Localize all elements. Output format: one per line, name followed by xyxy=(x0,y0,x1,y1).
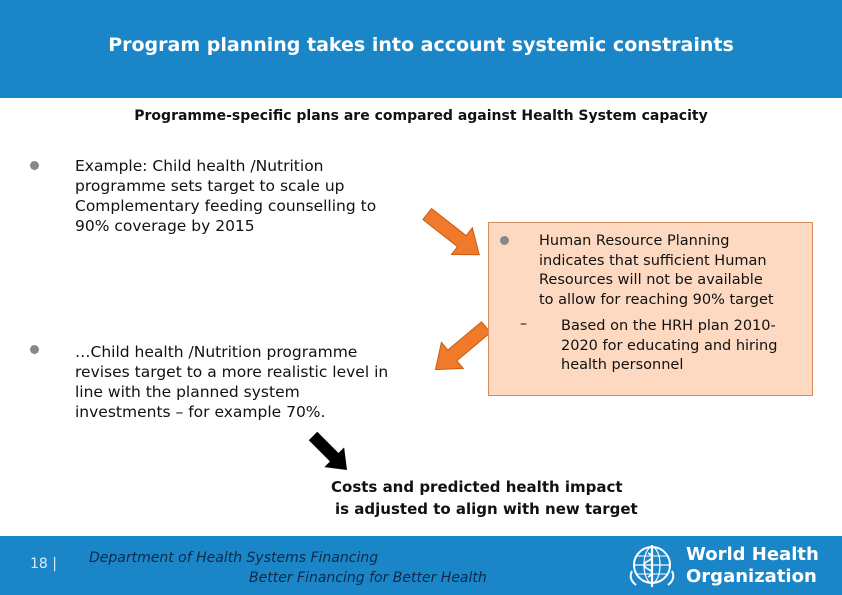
text-line: Costs and predicted health impact xyxy=(331,478,623,496)
page-number: 18 | xyxy=(30,556,57,572)
bullet-icon xyxy=(30,345,39,354)
department-name: Department of Health Systems Financing xyxy=(89,550,379,566)
text-line: programme sets target to scale up xyxy=(75,177,345,195)
slide-subtitle: Programme-specific plans are compared against Health System capacity xyxy=(134,108,708,124)
slide-title: Program planning takes into account systemic constraints xyxy=(108,34,734,56)
hr-bullet-text xyxy=(539,232,774,310)
text-line: Organization xyxy=(686,566,817,587)
text-line: Resources will not be available xyxy=(539,272,763,288)
text-line: investments – for example 70%. xyxy=(75,403,326,421)
left-bullet-2 xyxy=(75,342,388,422)
text-line: to allow for reaching 90% target xyxy=(539,291,774,308)
who-logo-text xyxy=(686,544,819,588)
text-line: …Child health /Nutrition programme xyxy=(75,343,358,361)
sub-bullet-dash: – xyxy=(520,316,527,332)
conclusion-text xyxy=(331,476,638,520)
text-line: Based on the HRH plan 2010- xyxy=(561,318,776,334)
text-line: Human Resource Planning xyxy=(539,233,730,249)
bullet-icon xyxy=(500,236,509,245)
text-line: 90% coverage by 2015 xyxy=(75,217,255,235)
arrow-down-right-icon xyxy=(412,200,492,270)
text-line: is adjusted to align with new target xyxy=(335,500,638,518)
left-bullet-1 xyxy=(75,156,376,236)
text-line: Complementary feeding counselling to xyxy=(75,197,377,215)
tagline: Better Financing for Better Health xyxy=(249,570,487,586)
text-line: World Health xyxy=(686,544,819,565)
hr-sub-bullet-text xyxy=(561,317,777,376)
text-line: health personnel xyxy=(561,357,684,373)
text-line: revises target to a more realistic level in xyxy=(75,363,389,381)
who-emblem-icon xyxy=(624,537,680,593)
text-line: 2020 for educating and hiring xyxy=(561,337,778,354)
text-line: Example: Child health /Nutrition xyxy=(75,157,324,175)
bullet-icon xyxy=(30,161,39,170)
text-line: line with the planned system xyxy=(75,383,300,401)
text-line: indicates that sufficient Human xyxy=(539,252,767,269)
